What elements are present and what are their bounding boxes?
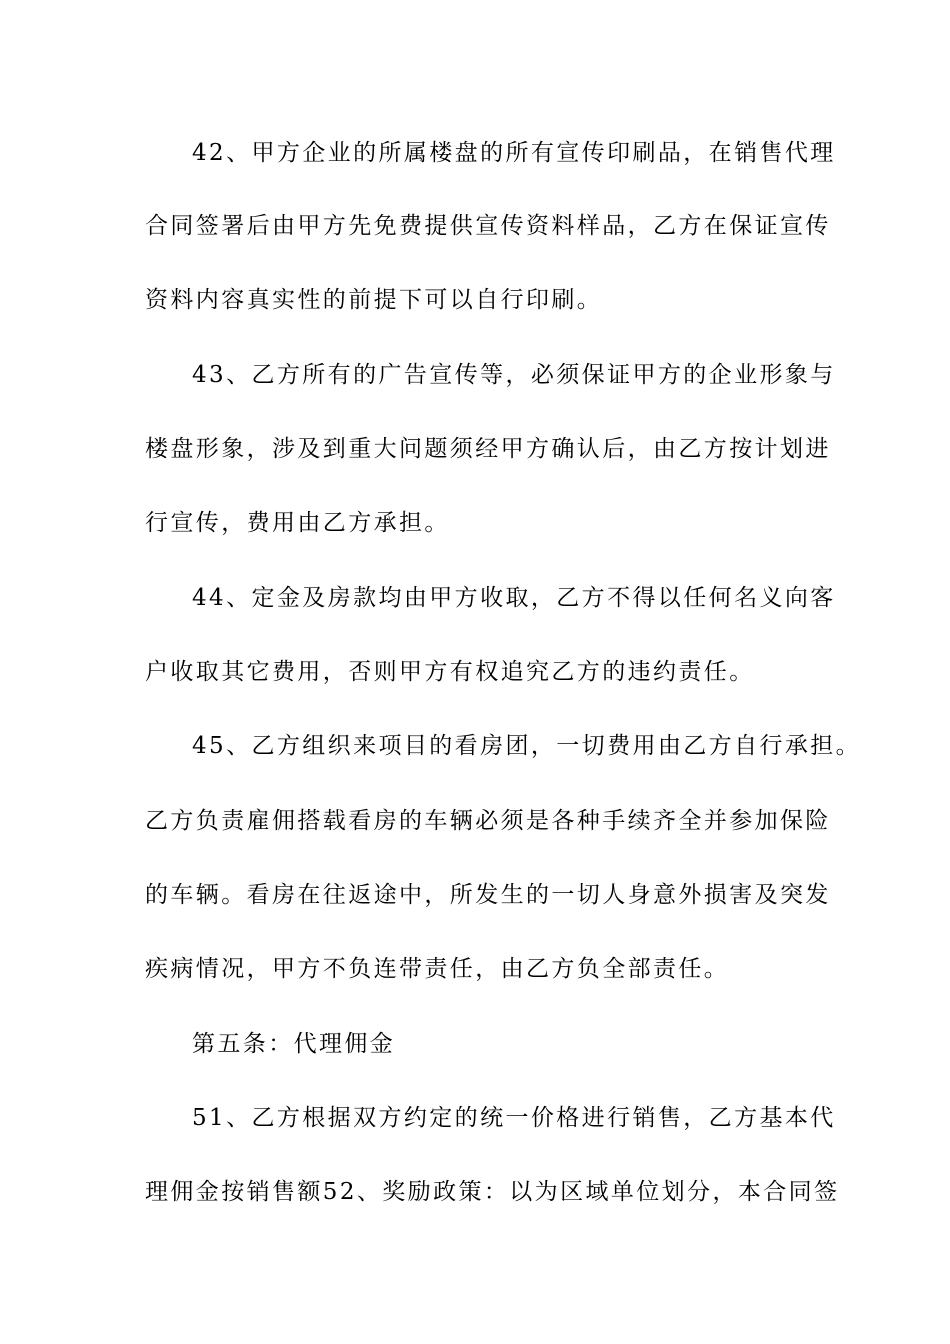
- paragraph-44-line-1: 44、定金及房款均由甲方收取，乙方不得以任何名义向客: [192, 585, 836, 611]
- paragraph-51-line-2: 理佣金按销售额52、奖励政策：以为区域单位划分，本合同签: [145, 1179, 840, 1205]
- section-heading: 第五条：代理佣金: [192, 1031, 396, 1057]
- paragraph-42-line-1: 42、甲方企业的所属楼盘的所有宣传印刷品，在销售代理: [192, 140, 836, 166]
- paragraph-42-line-3: 资料内容真实性的前提下可以自行印刷。: [145, 287, 603, 313]
- paragraph-45-line-3: 的车辆。看房在往返途中，所发生的一切人身意外损害及突发: [145, 882, 831, 908]
- paragraph-45-line-1: 45、乙方组织来项目的看房团，一切费用由乙方自行承担。: [192, 733, 862, 759]
- paragraph-43-line-2: 楼盘形象，涉及到重大问题须经甲方确认后，由乙方按计划进: [145, 436, 831, 462]
- paragraph-45-line-4: 疾病情况，甲方不负连带责任，由乙方负全部责任。: [145, 956, 730, 982]
- paragraph-43-line-1: 43、乙方所有的广告宣传等，必须保证甲方的企业形象与: [192, 362, 836, 388]
- paragraph-44-line-2: 户收取其它费用，否则甲方有权追究乙方的违约责任。: [145, 659, 755, 685]
- paragraph-42-line-2: 合同签署后由甲方先免费提供宣传资料样品，乙方在保证宣传: [145, 213, 831, 239]
- paragraph-45-line-2: 乙方负责雇佣搭载看房的车辆必须是各种手续齐全并参加保险: [145, 808, 831, 834]
- paragraph-43-line-3: 行宣传，费用由乙方承担。: [145, 510, 450, 536]
- paragraph-51-line-1: 51、乙方根据双方约定的统一价格进行销售，乙方基本代: [192, 1105, 836, 1131]
